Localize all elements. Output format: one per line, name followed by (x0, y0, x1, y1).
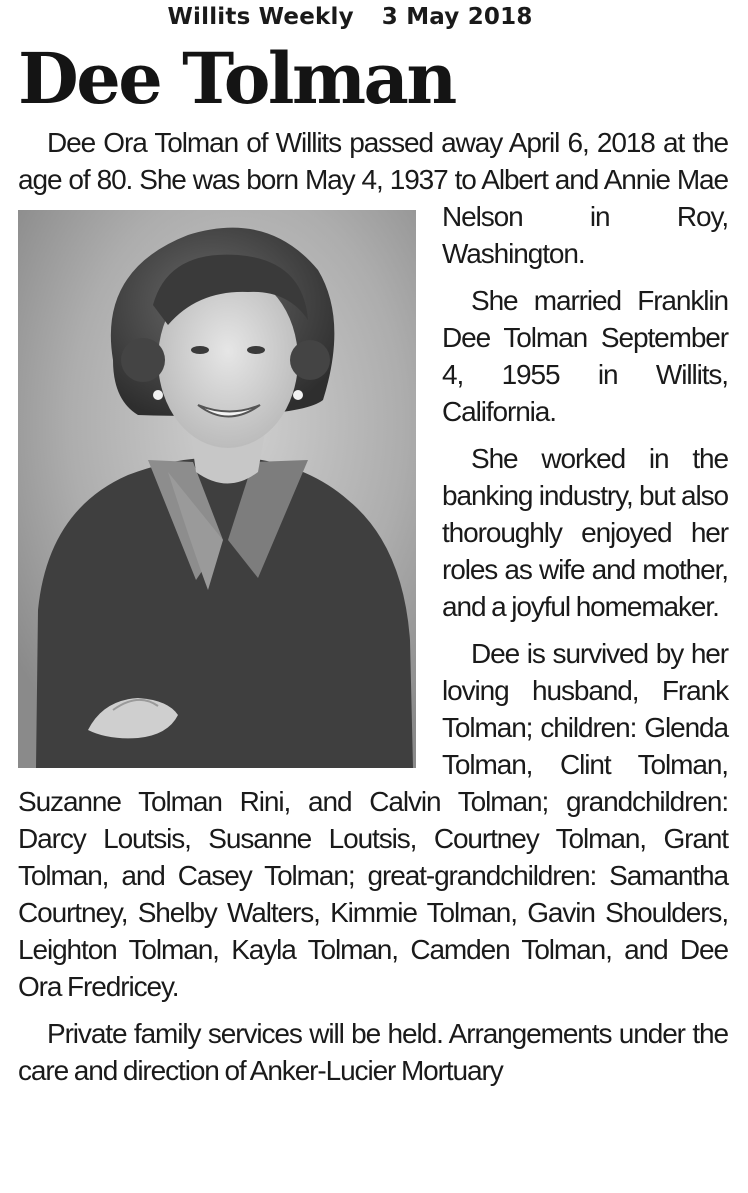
newspaper-name: Willits Weekly (167, 4, 354, 30)
portrait-illustration (18, 210, 416, 768)
obituary-headline: Dee Tolman (18, 37, 455, 120)
obituary-body (18, 124, 728, 1099)
publication-date: 3 May 2018 (381, 4, 533, 30)
paragraph-career: She worked in the banking industry, but also thoroughly enjoyed her roles as wife and mother, and a joyful homemaker. (442, 443, 728, 622)
paragraph-services: Private family services will be held. Arrangements under the care and direction of Anker-Lucier Mortuary (18, 1018, 728, 1086)
paragraph-marriage: She married Franklin Dee Tolman September 4, 1955 in Willits, California. (442, 285, 728, 427)
paragraph-survivors: Dee is survived by her loving husband, Frank Tolman; children: Glenda Tolman, Clint Tolman, Suzanne Tolman Rini, and Calvin Tolman; grandchildren: Darcy Loutsis, Susanne Loutsis, Courtney Tolman, Grant Tolman, and Casey Tolman; great-grandchildren: Samantha Courtney, Shelby Walters, Kimmie Tolman, Gavin Shoulders, Leighton Tolman, Kayla Tolman, Camden Tolman, and Dee Ora Fredricey. (18, 638, 728, 1002)
portrait-photo (18, 210, 416, 768)
masthead (0, 4, 700, 30)
paragraph-death-notice: Dee Ora Tolman of Willits passed away April 6, 2018 at the age of 80. She was born May 4, 1937 to Albert and Annie Mae Nelson in Roy, Washington. (18, 127, 728, 269)
